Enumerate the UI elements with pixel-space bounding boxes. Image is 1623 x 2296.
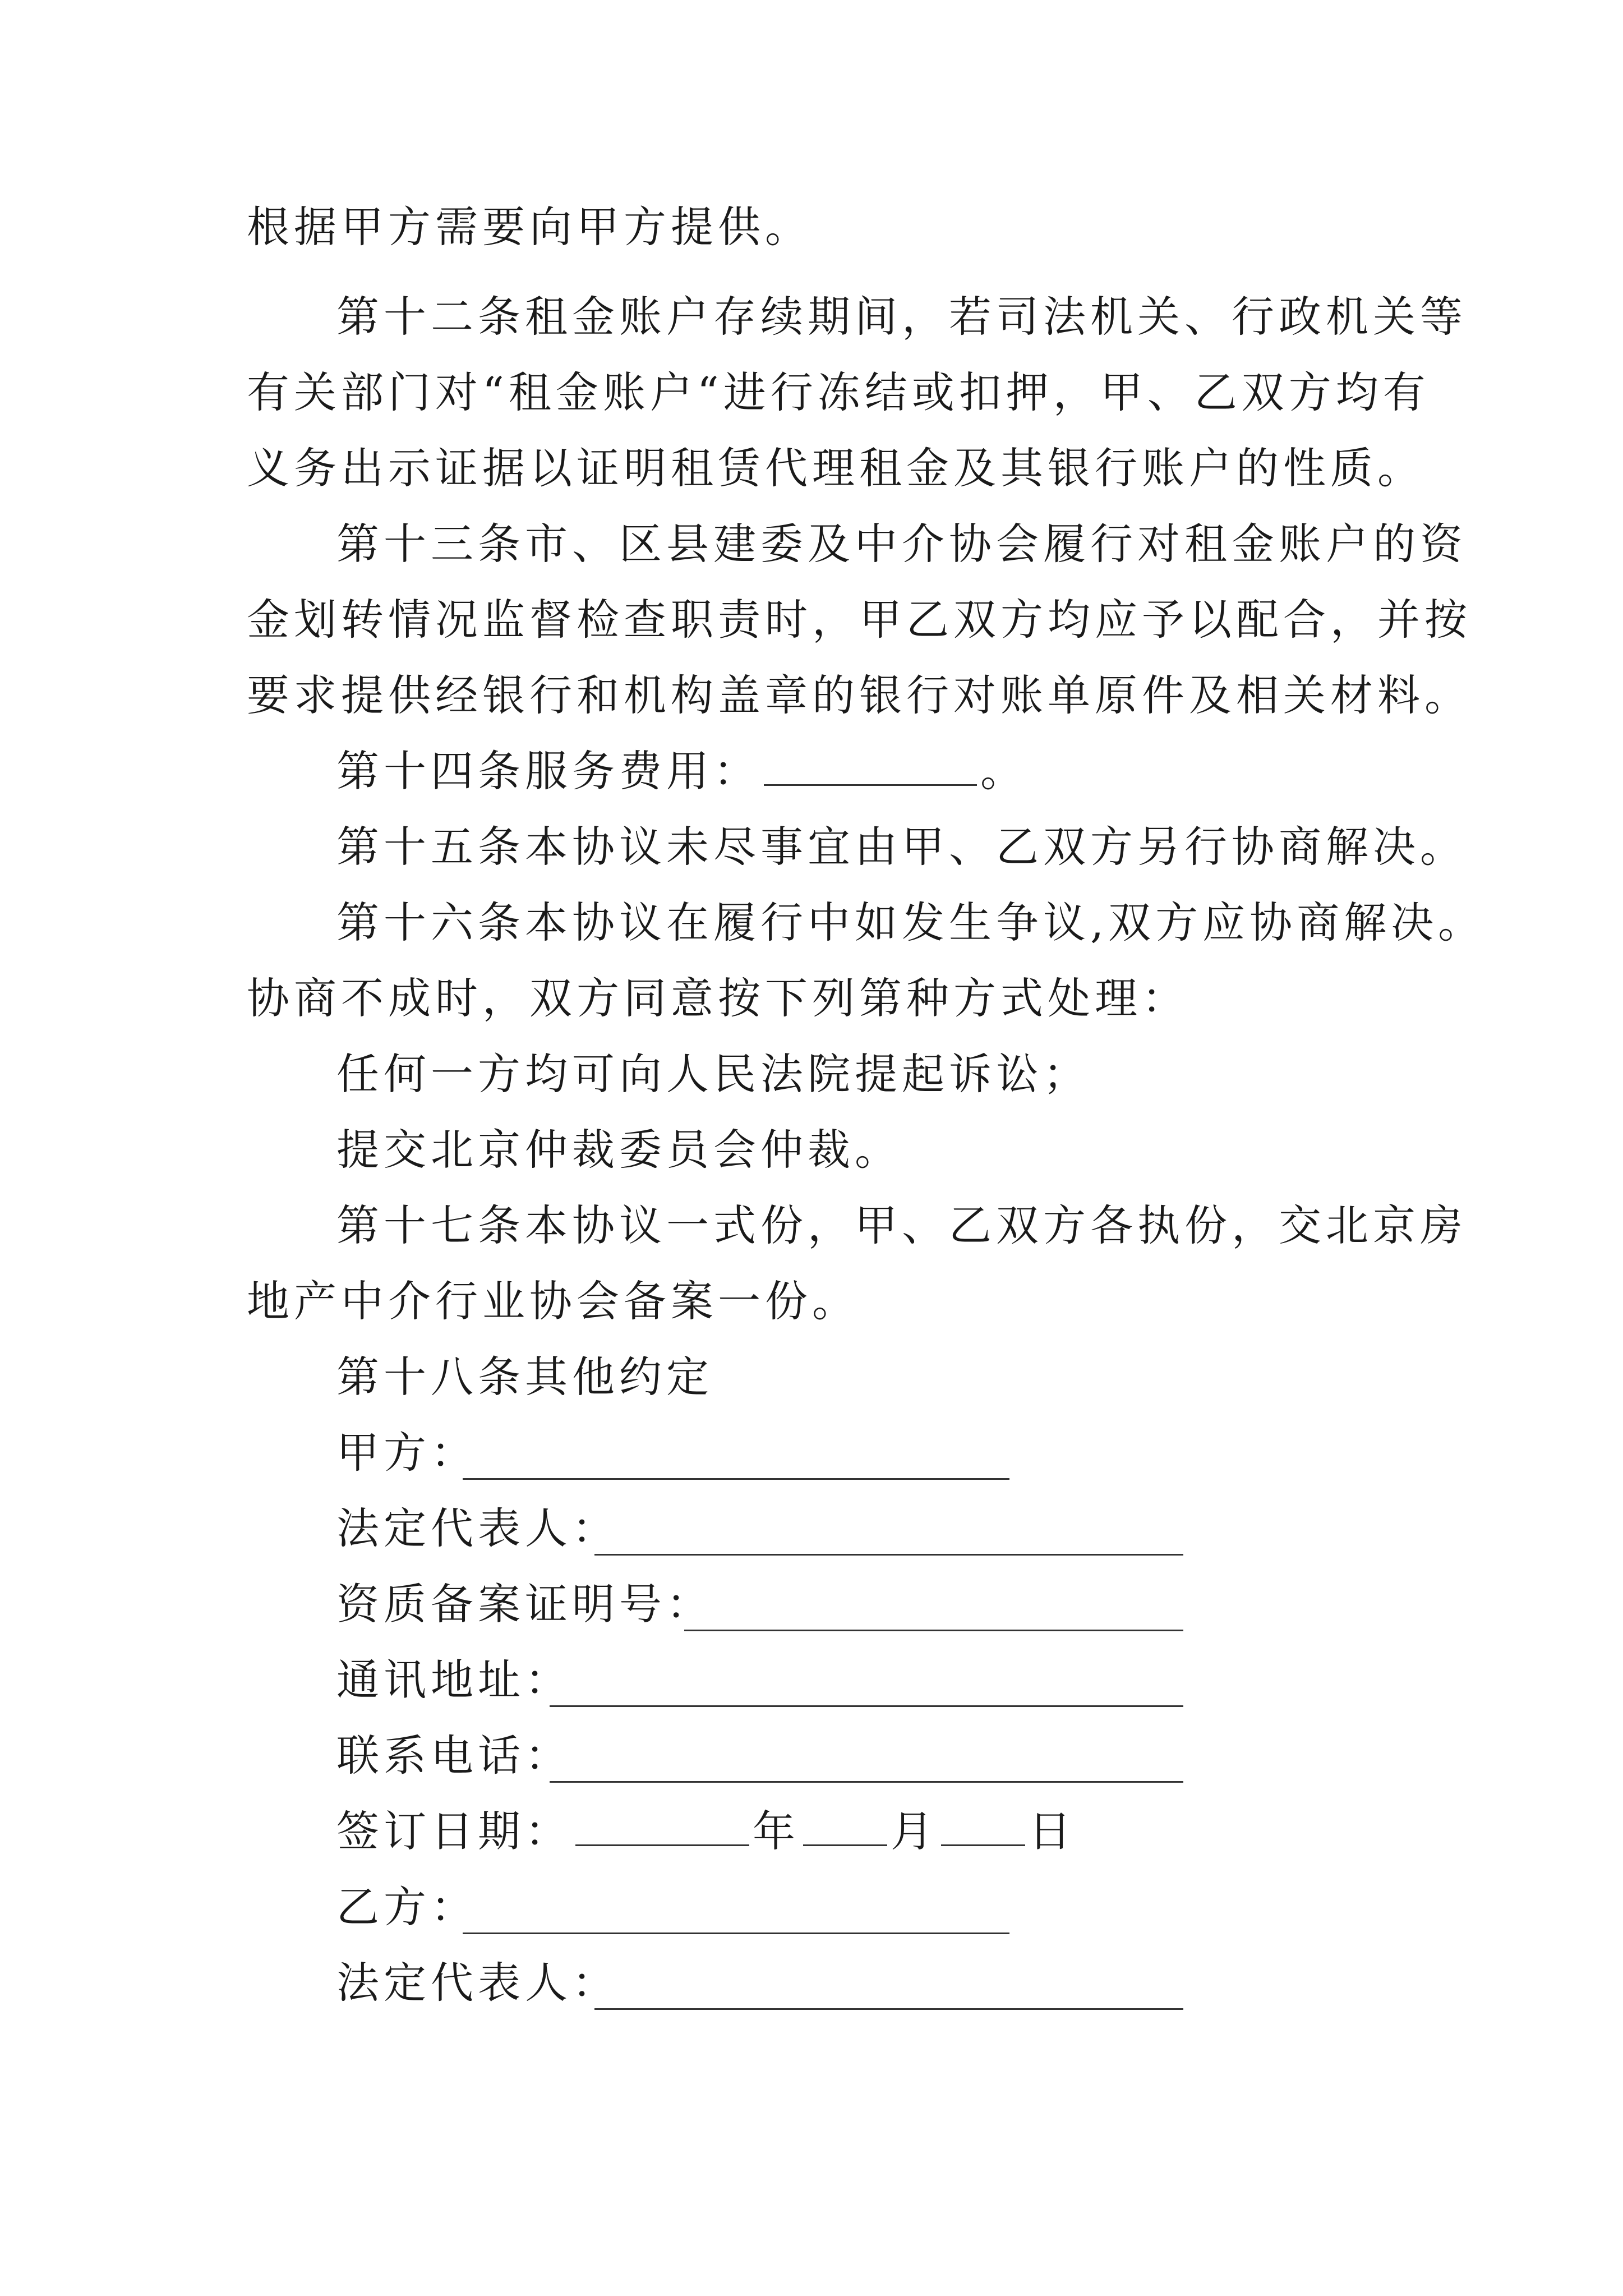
phone-input[interactable]: [550, 1781, 1183, 1783]
sign-date-month-label: 月: [891, 1806, 938, 1856]
party-b-label: 乙方：: [336, 1882, 478, 1932]
sign-date-line: [336, 1806, 1076, 1857]
sign-date-month-input[interactable]: [803, 1811, 887, 1846]
paragraph-line: 要求提供经银行和机构盖章的银行对账单原件及相关材料。: [247, 670, 1472, 720]
legal-rep-a-label: 法定代表人：: [336, 1503, 619, 1553]
qualification-number-label: 资质备案证明号：: [336, 1579, 713, 1629]
party-b-input[interactable]: [463, 1932, 1009, 1934]
service-fee-label: 第十四条服务费用：: [336, 746, 760, 796]
paragraph-line: 第十三条市、区县建委及中介协会履行对租金账户的资: [336, 519, 1467, 569]
sign-date-day-label: 日: [1029, 1806, 1076, 1856]
paragraph-line: 第十七条本协议一式份，甲、乙双方各执份，交北京房: [336, 1200, 1467, 1250]
legal-rep-a-input[interactable]: [594, 1554, 1183, 1556]
paragraph-line: 金划转情况监督检查职责时，甲乙双方均应予以配合，并按: [247, 595, 1472, 645]
paragraph-line: 地产中介行业协会备案一份。: [247, 1276, 859, 1326]
party-a-input[interactable]: [463, 1478, 1009, 1480]
sign-date-year-input[interactable]: [575, 1811, 749, 1846]
address-input[interactable]: [550, 1705, 1183, 1707]
address-label: 通讯地址：: [336, 1655, 572, 1705]
legal-rep-b-label: 法定代表人：: [336, 1958, 619, 2008]
qualification-number-input[interactable]: [684, 1630, 1183, 1631]
paragraph-line: 第十五条本协议未尽事宜由甲、乙双方另行协商解决。: [336, 822, 1467, 872]
paragraph-line: 协商不成时，双方同意按下列第种方式处理：: [247, 973, 1189, 1023]
paragraph-line: 根据甲方需要向甲方提供。: [247, 202, 812, 252]
phone-label: 联系电话：: [336, 1731, 572, 1780]
paragraph-line: 第十二条租金账户存续期间，若司法机关、行政机关等: [336, 292, 1467, 342]
paragraph-line: 提交北京仲裁委员会仲裁。: [336, 1125, 902, 1175]
paragraph-line: 任何一方均可向人民法院提起诉讼；: [336, 1049, 1090, 1099]
sign-date-year-label: 年: [753, 1806, 800, 1856]
party-a-label: 甲方：: [336, 1428, 478, 1478]
service-fee-end: 。: [980, 746, 1027, 796]
sign-date-label: 签订日期：: [336, 1806, 572, 1856]
paragraph-line: 有关部门对“租金账户“进行冻结或扣押，甲、乙双方均有: [247, 367, 1430, 417]
paragraph-line: 第十六条本协议在履行中如发生争议,双方应协商解决。: [336, 898, 1486, 947]
service-fee-blank[interactable]: [764, 751, 977, 786]
legal-rep-b-input[interactable]: [594, 2008, 1183, 2010]
service-fee-line: [336, 746, 1027, 797]
sign-date-day-input[interactable]: [941, 1811, 1025, 1846]
paragraph-line: 义务出示证据以证明租赁代理租金及其银行账户的性质。: [247, 443, 1424, 493]
paragraph-line: 第十八条其他约定: [336, 1352, 713, 1402]
